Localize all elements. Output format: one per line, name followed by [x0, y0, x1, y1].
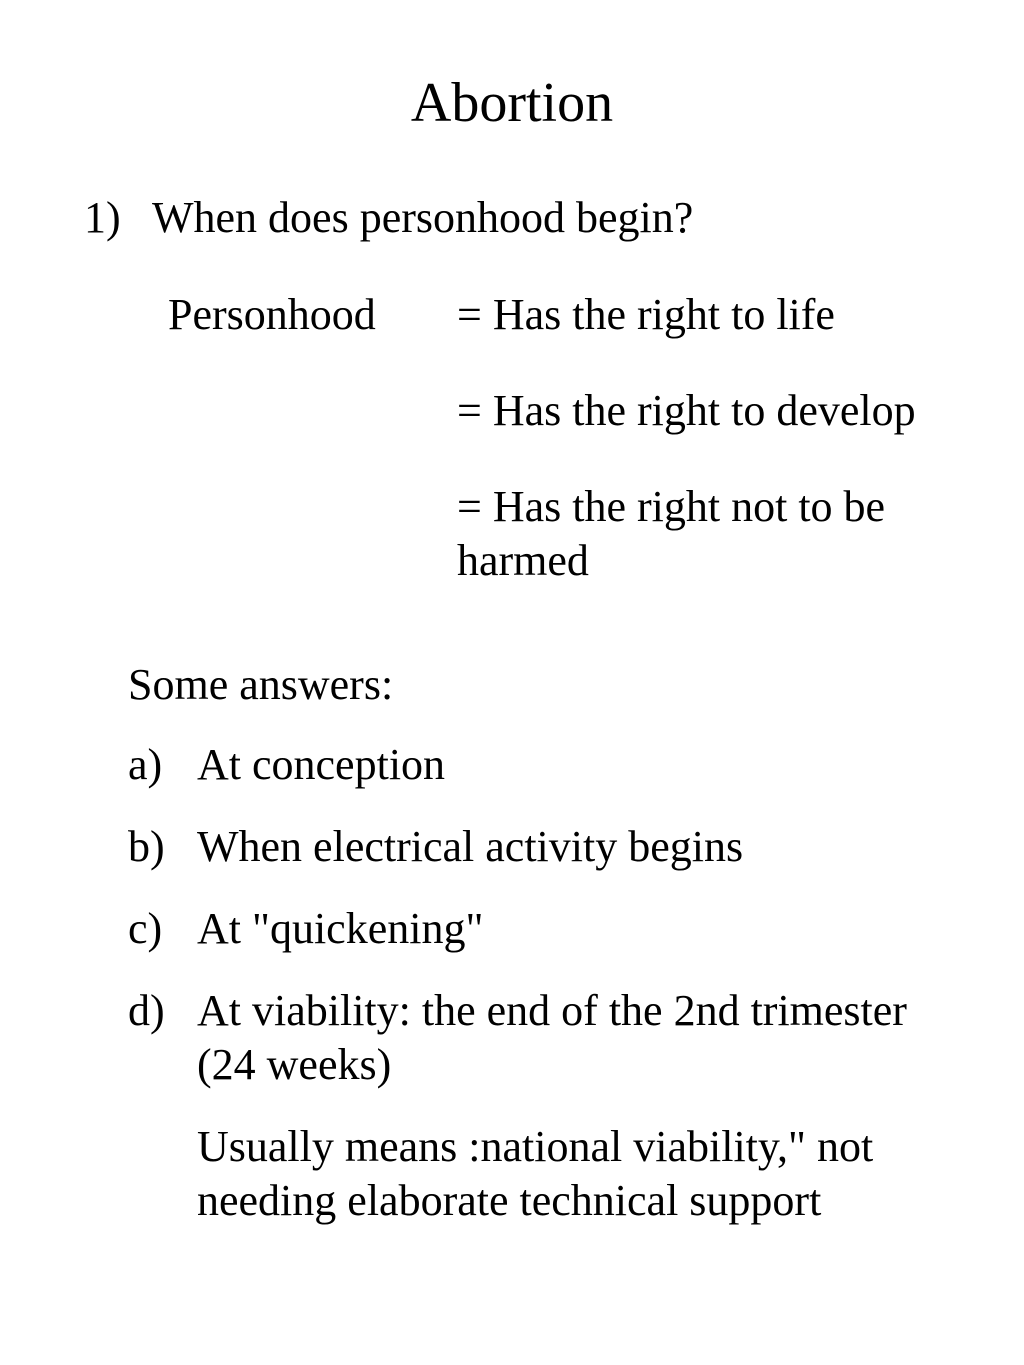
answers-heading: Some answers:: [128, 660, 394, 709]
note-line: needing elaborate technical support: [197, 1176, 822, 1225]
question-text: When does personhood begin?: [152, 193, 694, 242]
answer-text: At "quickening": [197, 904, 484, 953]
answer-text: When electrical activity begins: [197, 822, 744, 871]
definition-line-right-to-develop: = Has the right to develop: [457, 386, 916, 435]
answer-marker: b): [128, 822, 165, 871]
answer-marker: a): [128, 740, 163, 789]
answer-marker: d): [128, 986, 165, 1035]
definition-line-right-not-harmed: = Has the right not to be: [457, 482, 886, 531]
answer-text-continued: (24 weeks): [197, 1040, 392, 1089]
slide-title: Abortion: [410, 72, 614, 134]
note-line: Usually means :national viability," not: [197, 1122, 874, 1171]
answer-text: At conception: [197, 740, 446, 789]
definition-term: Personhood: [168, 290, 376, 339]
question-marker: 1): [84, 193, 121, 242]
definition-line-right-to-life: = Has the right to life: [457, 290, 835, 339]
answer-text: At viability: the end of the 2nd trimester: [197, 986, 907, 1035]
definition-line-right-not-harmed-cont: harmed: [457, 536, 589, 585]
answer-marker: c): [128, 904, 163, 953]
